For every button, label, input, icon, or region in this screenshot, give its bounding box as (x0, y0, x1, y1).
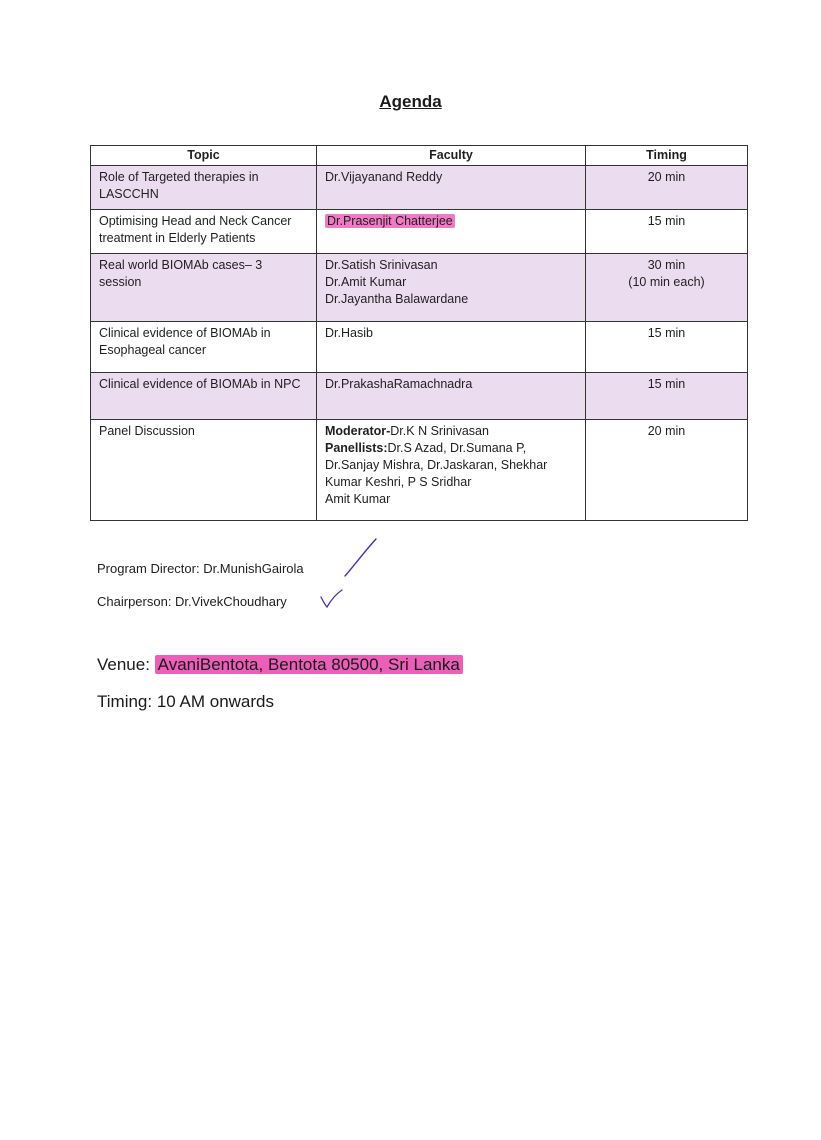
timing-cell (586, 322, 748, 373)
moderator-line (325, 423, 577, 440)
timing-cell (586, 210, 748, 254)
faculty-cell (317, 373, 586, 420)
panellist-extra: Amit Kumar (325, 492, 391, 506)
timing-value: 20 min (647, 170, 686, 184)
panellists-line (325, 440, 577, 491)
table-row (91, 322, 748, 373)
page-title: Agenda (379, 92, 442, 111)
timing-value: 15 min (647, 214, 686, 228)
agenda-table (90, 145, 748, 521)
timing-value: 30 min (647, 258, 686, 272)
panellists-names: Dr.S Azad, Dr.Sumana P, Dr.Sanjay Mishra, Dr.Jaskaran, Shekhar Kumar Keshri, P S Sridhar (325, 441, 548, 489)
column-header-timing: Timing (586, 146, 748, 166)
venue-label: Venue: (97, 655, 155, 674)
timing-note: (10 min each) (628, 275, 705, 289)
topic-cell: Clinical evidence of BIOMAb in Esophageal cancer (91, 322, 317, 373)
topic-cell: Role of Targeted therapies in LASCCHN (91, 166, 317, 210)
tick-mark-icon (318, 588, 344, 610)
table-header-row (91, 146, 748, 166)
topic-cell: Clinical evidence of BIOMAb in NPC (91, 373, 317, 420)
table-row (91, 166, 748, 210)
table-row (91, 210, 748, 254)
venue (97, 655, 463, 675)
column-header-topic: Topic (91, 146, 317, 166)
pen-stroke-mark (342, 536, 382, 580)
timing-value: 15 min (647, 326, 686, 340)
venue-address-highlighted: AvaniBentota, Bentota 80500, Sri Lanka (155, 655, 463, 674)
faculty-name-highlighted: Dr.Prasenjit Chatterjee (327, 214, 453, 228)
chairperson: Chairperson: Dr.VivekChoudhary (97, 594, 287, 609)
topic-cell: Panel Discussion (91, 420, 317, 521)
table-row (91, 420, 748, 521)
timing-cell (586, 166, 748, 210)
faculty-name: Dr.Jayantha Balawardane (325, 292, 469, 306)
faculty-name: Dr.PrakashaRamachnadra (325, 377, 473, 391)
column-header-faculty: Faculty (317, 146, 586, 166)
faculty-cell (317, 166, 586, 210)
timing-line: Timing: 10 AM onwards (97, 692, 274, 711)
timing-value: 15 min (647, 377, 686, 391)
moderator-label: Moderator- (325, 424, 391, 438)
program-director: Program Director: Dr.MunishGairola (97, 561, 304, 576)
panellists-label: Panellists: (325, 441, 388, 455)
topic-cell: Real world BIOMAb cases– 3 session (91, 254, 317, 322)
faculty-cell (317, 254, 586, 322)
timing-cell (586, 420, 748, 521)
faculty-cell (317, 322, 586, 373)
table-row (91, 254, 748, 322)
faculty-cell (317, 210, 586, 254)
faculty-cell (317, 420, 586, 521)
topic-cell: Optimising Head and Neck Cancer treatment in Elderly Patients (91, 210, 317, 254)
faculty-name: Dr.Hasib (325, 326, 373, 340)
timing-cell (586, 254, 748, 322)
timing-cell (586, 373, 748, 420)
moderator-name: Dr.K N Srinivasan (390, 424, 489, 438)
faculty-name: Dr.Vijayanand Reddy (325, 170, 443, 184)
faculty-name: Dr.Satish Srinivasan (325, 258, 438, 272)
timing-value: 20 min (647, 424, 686, 438)
faculty-name: Dr.Amit Kumar (325, 275, 407, 289)
table-row (91, 373, 748, 420)
